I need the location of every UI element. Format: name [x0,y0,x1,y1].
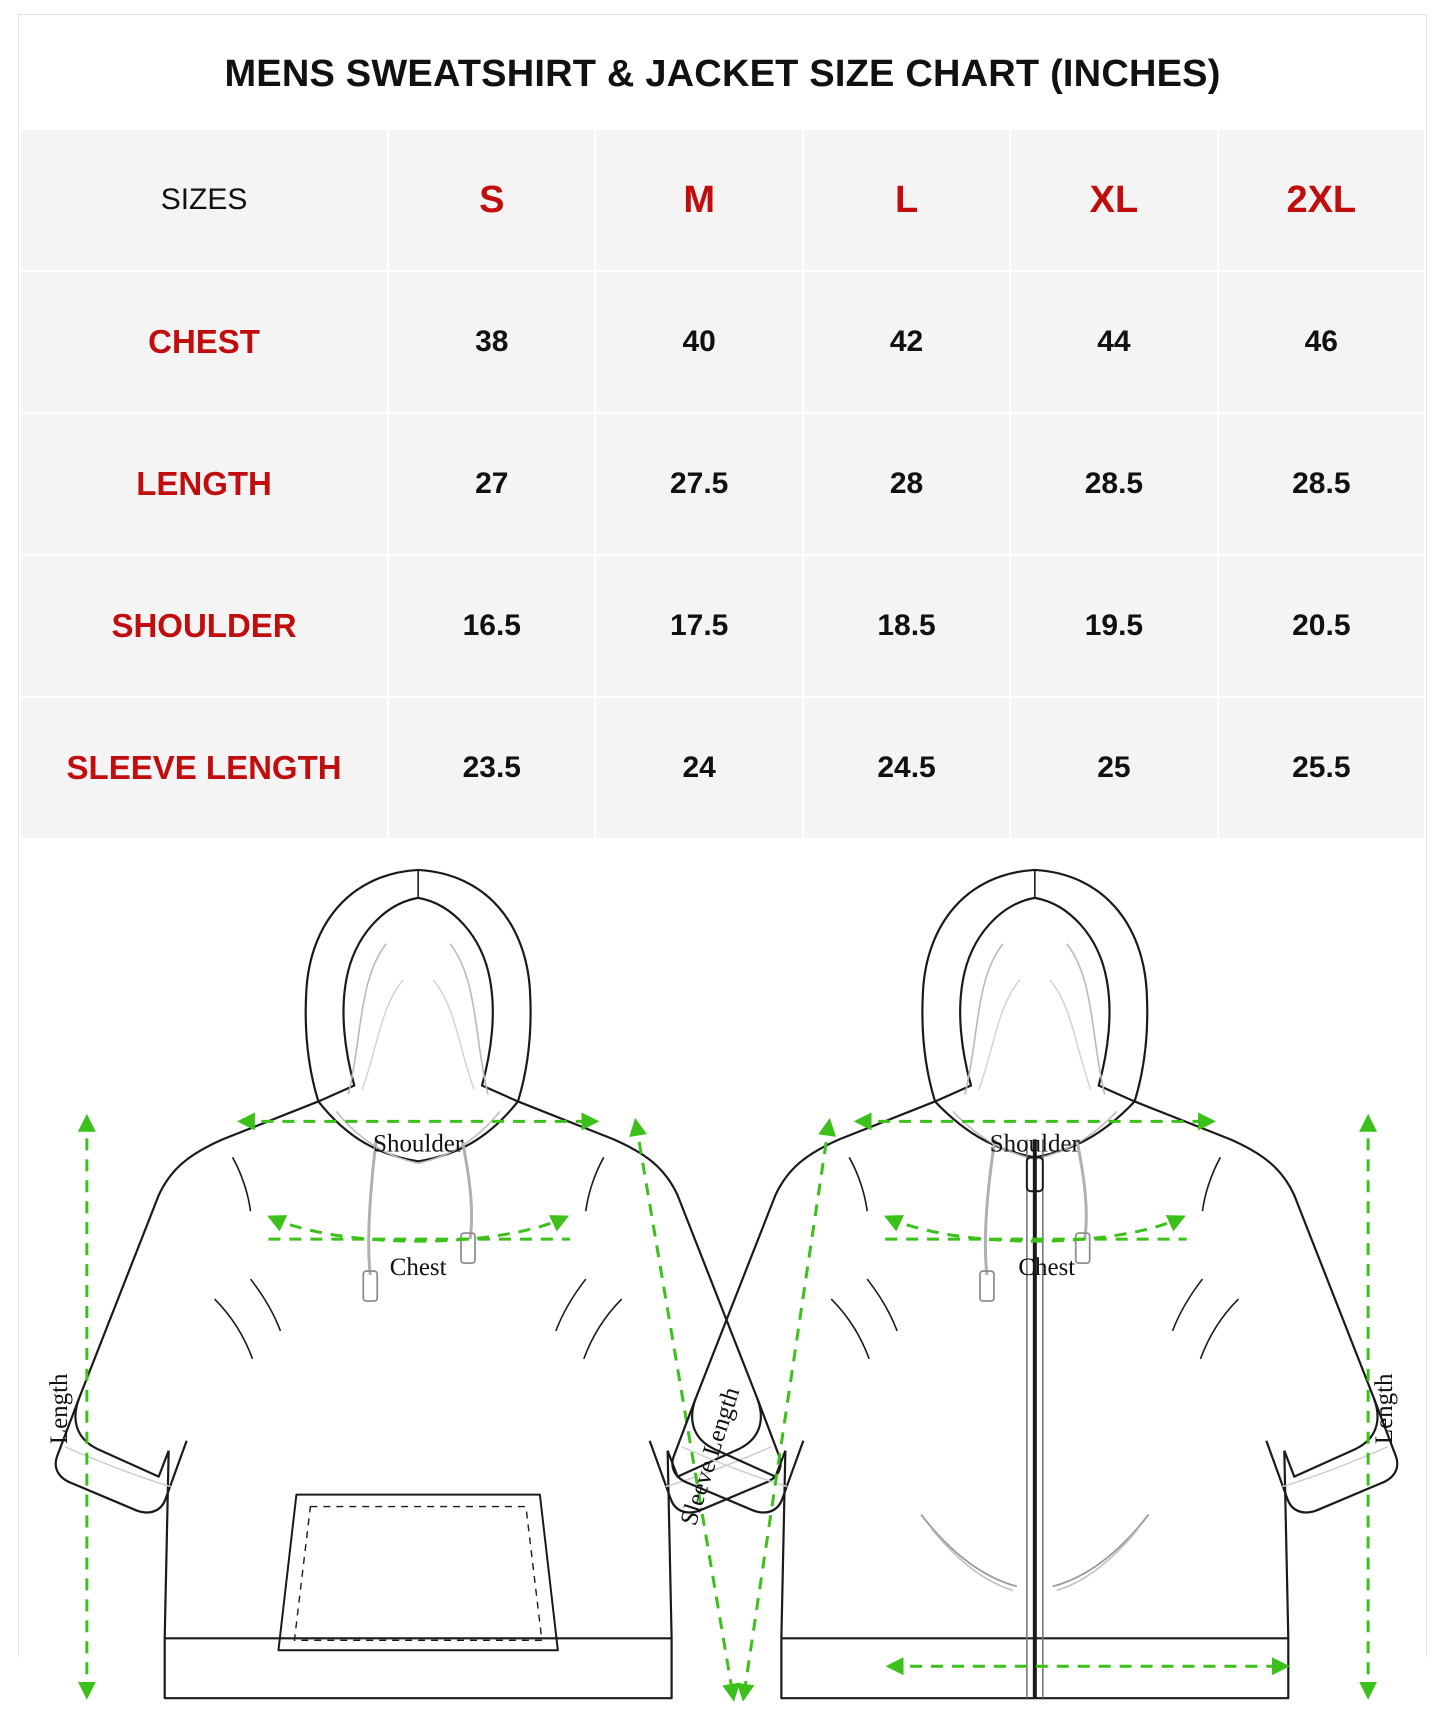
row-header-shoulder: SHOULDER [20,555,388,697]
cell-sleeve-2xl: 25.5 [1218,697,1425,839]
cell-sleeve-xl: 25 [1010,697,1217,839]
table-row [20,413,1425,555]
table-row [20,697,1425,839]
column-header-l: L [803,129,1010,271]
page-title: MENS SWEATSHIRT & JACKET SIZE CHART (INCHES) [19,15,1426,128]
column-header-m: M [595,129,802,271]
cell-chest-s: 38 [388,271,595,413]
cell-length-m: 27.5 [595,413,802,555]
cell-chest-2xl: 46 [1218,271,1425,413]
column-header-sizes: SIZES [20,129,388,271]
cell-sleeve-l: 24.5 [803,697,1010,839]
cell-sleeve-s: 23.5 [388,697,595,839]
jacket-shoulder-label: Shoulder [989,1130,1080,1158]
jacket-length-label: Length [1371,1373,1399,1445]
column-header-s: S [388,129,595,271]
garment-diagrams [19,840,1426,1718]
hoodie-length-label: Length [45,1373,73,1445]
cell-shoulder-s: 16.5 [388,555,595,697]
row-header-length: LENGTH [20,413,388,555]
cell-shoulder-l: 18.5 [803,555,1010,697]
cell-sleeve-m: 24 [595,697,802,839]
cell-chest-xl: 44 [1010,271,1217,413]
jacket-chest-label: Chest [1018,1254,1076,1282]
zip-jacket-diagram [672,870,1397,1698]
hoodie-shoulder-label: Shoulder [373,1130,464,1158]
cell-length-s: 27 [388,413,595,555]
cell-length-l: 28 [803,413,1010,555]
cell-shoulder-xl: 19.5 [1010,555,1217,697]
hoodie-chest-label: Chest [389,1254,447,1282]
table-header-row [20,129,1425,271]
cell-chest-m: 40 [595,271,802,413]
cell-length-xl: 28.5 [1010,413,1217,555]
table-row [20,271,1425,413]
cell-chest-l: 42 [803,271,1010,413]
diagram-svg [19,840,1426,1718]
row-header-sleeve-length: SLEEVE LENGTH [20,697,388,839]
row-header-chest: CHEST [20,271,388,413]
sleeve-length-label: Sleeve Length [675,1384,746,1529]
hoodie-measure-lines [87,1117,734,1698]
table-row [20,555,1425,697]
column-header-xl: XL [1010,129,1217,271]
jacket-measure-lines [743,1117,1368,1698]
size-chart-card [18,14,1427,1657]
cell-shoulder-m: 17.5 [595,555,802,697]
column-header-2xl: 2XL [1218,129,1425,271]
size-chart-table [19,128,1426,840]
pullover-hoodie-diagram [56,870,781,1698]
cell-length-2xl: 28.5 [1218,413,1425,555]
cell-shoulder-2xl: 20.5 [1218,555,1425,697]
